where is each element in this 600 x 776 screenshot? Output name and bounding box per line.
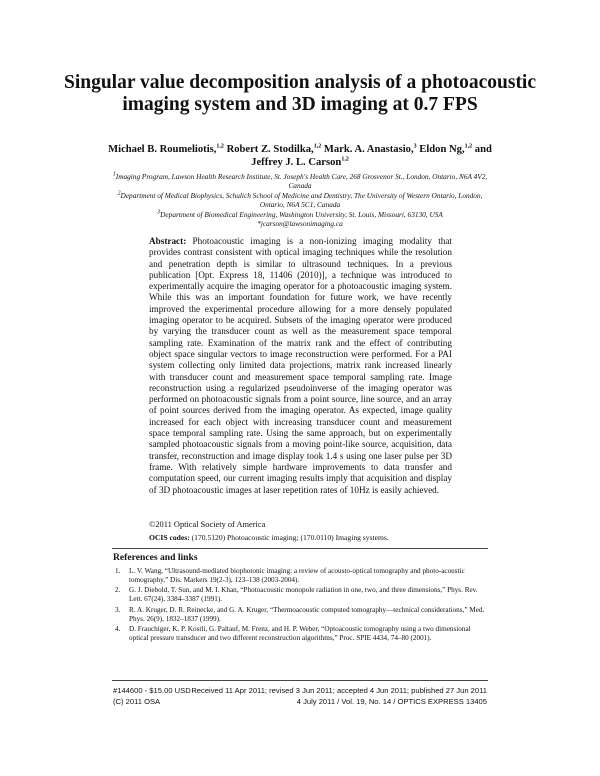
affiliation-mark: 1 (112, 171, 116, 178)
reference-text: D. Frauchiger, K. P. Kostli, G. Paltauf, M. Frenz, and H. P. Weber, “Optoacoustic tomography using a two dimensional optical pressure transducer and two different reconstruction algorithms,” Proc. SPIE 4434, 74–80 (2001). (129, 625, 471, 643)
reference-number: 4. (115, 625, 121, 634)
abstract-label: Abstract: (149, 236, 187, 246)
contact-email[interactable]: *jcarson@lawsonimaging.ca (257, 219, 343, 228)
author-affiliation-mark: 1,2 (216, 143, 224, 150)
reference-number: 3. (115, 605, 121, 614)
ocis-label: OCIS codes: (149, 533, 190, 542)
author-affiliation-mark: 1,2 (464, 143, 473, 150)
affiliation-text: Department of Biomedical Engineering, Washington University, St. Louis, Missouri, 63130, USA (160, 210, 443, 219)
affiliation-2 (112, 191, 488, 209)
ocis-codes (149, 533, 452, 543)
abstract-text: Photoacoustic imaging is a non-ionizing imaging modality that provides contrast consistent with optical imaging techniques while the resolution and penetration depth is similar to ultrasound techniques. In a previous publication [Opt. Express 18, 11406 (2010)], a technique was introduced to experimentally acquire the imaging operator for a photoacoustic imaging system. While this was an important foundation for future work, we have recently improved the experimental procedure allowing for a more densely populated imaging operator to be acquired. Subsets of the imaging operator were produced by varying the transducer count as well as the measurement space temporal sampling rate. Examination of the matrix rank and the effect of contributing object space singular vectors to image reconstruction were performed. For a PAI system collecting only limited data projections, matrix rank increased linearly with transducer count and measurement space temporal sampling rate. Image reconstruction using a regularized pseudoinverse of the imaging operator was performed on photoacoustic signals from a point source, line source, and an array of point sources derived from the imaging operator. As expected, image quality increased for each object with increasing transducer count and measurement space temporal sampling rate. Using the same approach, but on experimentally sampled photoacoustic signals from a moving point-like source, acquisition, data transfer, reconstruction and image display took 1.4 s using one laser pulse per 3D frame. With relatively simple hardware improvements to data transfer and computation speed, our current imaging results imply that acquisition and display of 3D photoacoustic images at laser repetition rates of 10Hz is easily achieved. (149, 236, 452, 495)
author-affiliation-mark: 1,2 (313, 143, 322, 150)
author-list (95, 143, 505, 169)
author-affiliation-mark: 1,2 (341, 156, 349, 163)
footer-citation: 4 July 2011 / Vol. 19, No. 14 / OPTICS EXPRESS 13405 (296, 697, 487, 706)
author-name: Eldon Ng, (419, 144, 465, 155)
reference-item (115, 625, 488, 643)
author-name: Michael B. Roumeliotis, (108, 144, 217, 155)
paper-title: Singular value decomposition analysis of a photoacoustic imaging system and 3D imaging at 0.7 FPS (63, 72, 537, 115)
footer-dates: Received 11 Apr 2011; revised 3 Jun 2011; accepted 4 Jun 2011; published 27 Jun 2011 (191, 686, 487, 695)
reference-text: R. A. Kruger, D. R. Reinecke, and G. A. Kruger, “Thermoacoustic computed tomography—technical considerations,” Med. Phys. 26(9), 1832–1837 (1999). (129, 605, 485, 623)
footer-divider (112, 680, 488, 681)
author-name: Robert Z. Stodilka, (226, 144, 314, 155)
affiliation-text: Department of Medical Biophysics, Schulich School of Medicine and Dentistry, The University of Western Ontario, London, Ontario, N6A 5C1, Canada (120, 191, 483, 210)
author-affiliation-mark: 3 (413, 143, 417, 150)
section-divider (112, 548, 488, 549)
affiliation-1 (112, 172, 488, 190)
reference-item (115, 606, 488, 624)
ocis-text: (170.5120) Photoacoustic imaging; (170.0110) Imaging systems. (191, 533, 389, 542)
author-name: and Jeffrey J. L. Carson (251, 144, 492, 168)
reference-list (115, 567, 488, 645)
affiliation-3 (112, 210, 488, 219)
copyright-notice: ©2011 Optical Society of America (149, 520, 266, 529)
author-name: Mark. A. Anastasio, (323, 144, 414, 155)
reference-item (115, 586, 488, 604)
reference-number: 1. (115, 567, 121, 575)
affiliation-mark: 3 (157, 209, 161, 216)
affiliation-text: Imaging Program, Lawson Health Research Institute, St. Joseph's Health Care, 268 Grosvenor St., London, Ontario, N6A 4V2, Canada (115, 172, 488, 191)
footer-price: #144600 - $15.00 USD (113, 686, 191, 695)
reference-text: L. V. Wang, “Ultrasound-mediated biophotonic imaging: a review of acousto-optical tomography and photo-acoustic tomography,” Dis. Markers 19(2-3), 123–138 (2003-2004). (129, 567, 465, 584)
footer-copyright: (C) 2011 OSA (113, 697, 161, 706)
abstract (149, 236, 452, 496)
affiliation-mark: 2 (117, 190, 121, 197)
reference-item (115, 567, 488, 585)
references-heading: References and links (113, 552, 198, 563)
reference-number: 2. (115, 586, 121, 595)
reference-text: G. J. Diebold, T. Sun, and M. I. Khan, “Photoacoustic monopole radiation in one, two, and three dimensions,” Phys. Rev. Lett. 67(24), 3384–3387 (1991). (129, 586, 478, 604)
